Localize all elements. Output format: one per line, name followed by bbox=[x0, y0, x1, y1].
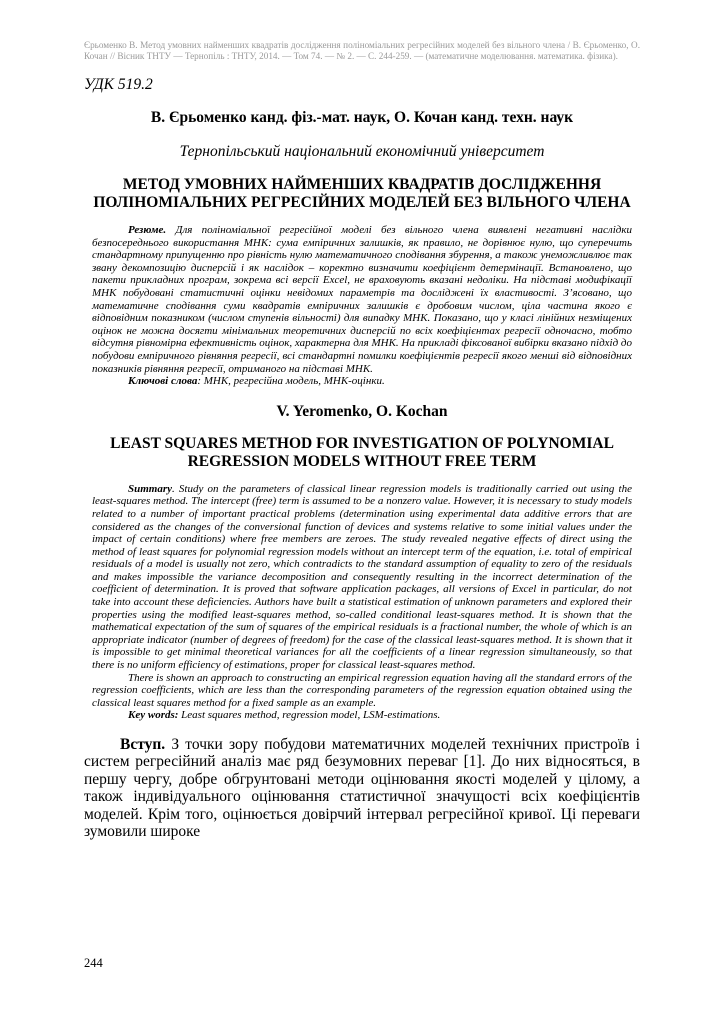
abstract-ua bbox=[92, 224, 632, 375]
abstract-ua-text: Для поліноміальної регресійної моделі без вільного члена виявлені негативні наслідки безпосереднього використання МНК: сума емпіричних залишків, як правило, не дорівнює нулю, що суперечить стандартному припущенню про рівність нулю математичного сподівання збурення, а також унеможливлює так звану декомпозицію дисперсій і як наслідок – коректно визначити коефіцієнт детермінації. Встановлено, що пакети прикладних програм, зокрема всі версії Excel, не враховують вказані недоліки. На підставі модифікації МНК побудовані статистичні оцінки невідомих параметрів та досліджені їх властивості. З’ясовано, що математичне сподівання суми квадратів емпіричних залишків є дробовим числом, ціла частина якого є відповідним показником (числом ступенів вільності) для випадку МНК. Показано, що у класі лінійних незміщених оцінок не можна досягти мінімальних теоретичних дисперсій по всіх коефіцієнтах регресії одночасно, тобто відсутня рівномірна ефективність оцінок, характерна для МНК. На прикладі фіксованої вибірки вказано підхід до побудови емпіричного рівняння регресії, всі стандартні помилки коефіцієнтів регресії якого менші від відповідних показників рівняння регресії, отриманого на підставі МНК. bbox=[92, 224, 632, 375]
keywords-ua-text: : МНК, регресійна модель, МНК-оцінки. bbox=[197, 375, 385, 388]
page-number: 244 bbox=[84, 956, 103, 970]
keywords-ua-lead: Ключові слова bbox=[128, 375, 198, 388]
authors-en: V. Yeromenko, O. Kochan bbox=[276, 402, 448, 420]
citation-header: Єрьоменко В. Метод умовних найменших квадратів дослідження поліноміальних регресійних моделей без вільного члена / В. Єрьоменко, О. Кочан // Вісник ТНТУ — Тернопіль : ТНТУ, 2014. — Том 74. — № 2. — С. 244-259. — (математичне моделювання. математика. фізика). bbox=[84, 40, 640, 61]
keywords-ua bbox=[92, 375, 632, 388]
keywords-en-lead: Key words: bbox=[128, 709, 179, 722]
summary-en-paragraph-2: There is shown an approach to constructing an empirical regression equation having all the standard errors of the regression coefficients, which are less than the corresponding parameters of the regression equation obtained using the classical least squares method for a fixed sample as an example. bbox=[92, 671, 632, 709]
summary-en-lead: Summary bbox=[128, 482, 173, 495]
intro-paragraph bbox=[84, 736, 640, 840]
intro-lead: Вступ. bbox=[120, 736, 166, 753]
summary-en-text: . Study on the parameters of classical linear regression models is traditionally carried out using the least-squares method. The intercept (free) term is assumed to be a nonzero value. However, it is necessary to study models related to a number of important practical problems (determination using experimental data additive errors that are considered as the changes of the conversional function of devices and systems relative to some initial values under the impact of certain conditions) where free members are zeroes. The study revealed negative effects of direct using the method of least squares for polynomial regression models without an intercept term of the equation, i.e. total of empirical residuals of a model is usually not zero, which contradicts to the standard assumption of equality to zero of the residuals and makes impossible the variance decomposition and consequently resulting in the incorrect determination of the coefficient of determination. It is proved that software application packages, all versions of Excel in particular, do not take into account these deficiencies. Authors have built a statistical estimation of unknown parameters and explored their properties using the modified least-squares method, so-called conditional least-squares method. It is shown that the mathematical expectation of the sum of squares of the empirical residuals is a fractional number, the whole of which is an appropriate indicator (number of degrees of freedom) for the case of the classical least-squares method. It is shown that it is impossible to get minimal theoretical variances for all the coefficients of a linear regression simultaneously, so that there is no uniform efficiency of estimations, proper for classical least-squares method. bbox=[92, 482, 632, 672]
title-en: LEAST SQUARES METHOD FOR INVESTIGATION OF POLYNOMIAL REGRESSION MODELS WITHOUT FREE TERM bbox=[110, 434, 614, 470]
title-ua: МЕТОД УМОВНИХ НАЙМЕНШИХ КВАДРАТІВ ДОСЛІДЖЕННЯ ПОЛІНОМІАЛЬНИХ РЕГРЕСІЙНИХ МОДЕЛЕЙ БЕЗ ВІЛЬНОГО ЧЛЕНА bbox=[93, 176, 631, 211]
udk-code: УДК 519.2 bbox=[84, 76, 153, 93]
paper-page bbox=[84, 40, 640, 840]
abstract-ua-lead: Резюме. bbox=[128, 224, 167, 236]
keywords-en bbox=[92, 709, 632, 722]
summary-en bbox=[92, 483, 632, 672]
authors-ua: В. Єрьоменко канд. фіз.-мат. наук, О. Кочан канд. техн. наук bbox=[150, 109, 574, 126]
keywords-en-text: Least squares method, regression model, LSM-estimations. bbox=[178, 709, 441, 722]
institution: Тернопільський національний економічний університет bbox=[179, 143, 545, 160]
intro-text: З точки зору побудови математичних моделей технічних пристроїв і систем регресійний аналіз має ряд безумовних переваг [1]. До них відносяться, в першу чергу, добре обгрунтовані методи оцінювання якості моделей у цілому, а також індивідуального оцінювання статистичної значущості всіх коефіцієнтів моделей. Крім того, оцінюється довірчий інтервал регресійної кривої. Ці переваги зумовили широке bbox=[84, 736, 640, 841]
